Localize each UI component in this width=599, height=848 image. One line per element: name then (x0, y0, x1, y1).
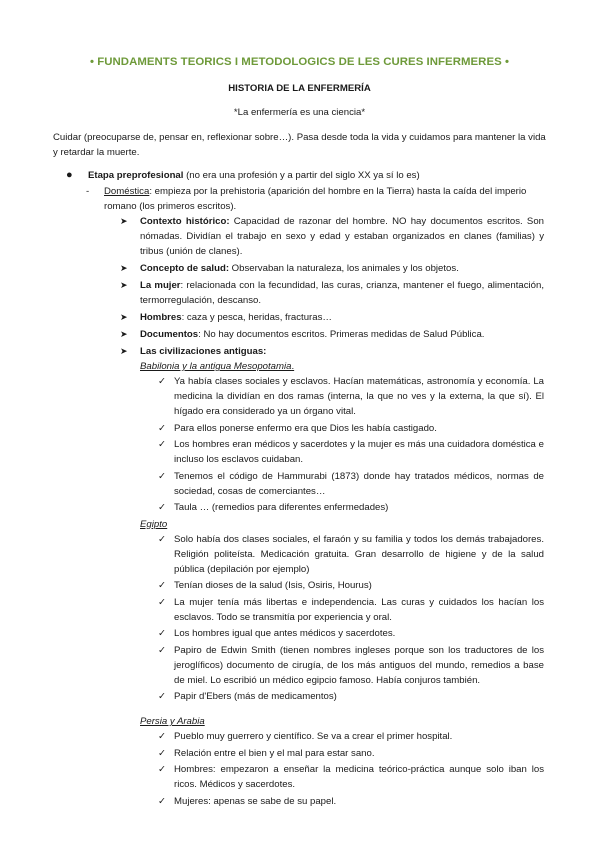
item-text: Para ellos ponerse enfermo era que Dios les había castigado. (174, 422, 437, 434)
list-item (120, 214, 544, 259)
item-text: Tenían dioses de la salud (Isis, Osiris, Hourus) (174, 580, 372, 591)
civilization-name: Egipto (140, 518, 168, 530)
item-label: Contexto histórico: (140, 216, 230, 227)
section-heading: HISTORIA DE LA ENFERMERÍA (228, 83, 371, 94)
item-text: Ya había clases sociales y esclavos. Hacían matemáticas, astronomía y economía. La medicina la dividían en dos ramas (interna, la que no ves y la externa, la que sí). El hígado era considerado ya un órgano vital. (174, 376, 544, 417)
item-text: : caza y pesca, heridas, fracturas… (181, 312, 332, 323)
list-item (158, 746, 544, 761)
checklist (158, 729, 544, 809)
item-text: : No hay documentos escritos. Primeras medidas de Salud Pública. (198, 329, 485, 340)
checkmark-icon: ✓ (158, 747, 166, 759)
civilization-suffix: . (291, 361, 295, 372)
checklist (158, 532, 544, 705)
item-text: La mujer tenía más libertas e independencia. Las curas y cuidados los hacían los esclavos. Todo se transmitía por experiencia y oral. (174, 596, 544, 623)
domestica-text: : empieza por la prehistoria (aparición del hombre en la Tierra) hasta la caída del imperio romano (los primeros escritos). (104, 186, 527, 212)
list-item (158, 689, 544, 704)
checkmark-icon: ✓ (158, 691, 166, 702)
list-item (158, 578, 544, 593)
dash-icon: - (86, 186, 90, 197)
list-item (158, 643, 544, 688)
list-item (158, 421, 544, 436)
intro-paragraph: Cuidar (preocuparse de, pensar en, reflexionar sobre…). Pasa desde toda la vida y cuidamos para mantener la vida y retardar la muerte. (53, 132, 546, 158)
arrow-icon: ➤ (120, 312, 128, 322)
item-text: Solo había dos clases sociales, el faraón y su familia y todos los demás trabajadores. Religión politeísta. Medicación gratuita. Gran desarrollo de higiene y de la salud pública (depilación por ejemplo) (174, 533, 544, 575)
item-text: Taula … (remedios para diferentes enfermedades) (174, 502, 389, 513)
item-text: Relación entre el bien y el mal para estar sano. (174, 747, 375, 759)
item-text: Papir d'Ebers (más de medicamentos) (174, 691, 337, 702)
list-item (158, 374, 544, 419)
bullet-icon: ● (66, 169, 73, 181)
checklist (158, 374, 544, 515)
item-text: Mujeres: apenas se sabe de su papel. (174, 795, 337, 807)
item-text: Pueblo muy guerrero y científico. Se va a crear el primer hospital. (174, 731, 453, 742)
etapa-label: Etapa preprofesional (88, 170, 184, 181)
etapa-text: (no era una profesión y a partir del siglo XX ya sí lo es) (183, 170, 420, 181)
civilization-heading (140, 359, 544, 374)
list-item (158, 500, 544, 515)
list-item (120, 344, 544, 359)
item-label: La mujer (140, 280, 181, 291)
item-label: Las civilizaciones antiguas: (140, 346, 267, 357)
document-title: • FUNDAMENTS TEORICS I METODOLOGICS DE LES CURES INFERMERES • (89, 56, 509, 68)
item-label: Concepto de salud: (140, 263, 230, 274)
item-label: Hombres (140, 312, 182, 323)
quote-line: *La enfermería es una ciencia* (233, 107, 366, 118)
item-text: Capacidad de razonar del hombre. NO hay documentos escritos. Son nómadas. Dividían el trabajo en sexo y edad y estaban organizados en clanes (familias) y tribus (unión de clanes). (140, 216, 544, 257)
list-item (158, 595, 544, 625)
arrow-icon: ➤ (120, 263, 128, 273)
checkmark-icon: ✓ (158, 533, 166, 545)
checkmark-icon: ✓ (158, 376, 166, 387)
checkmark-icon: ✓ (158, 731, 166, 742)
item-label: Documentos (140, 329, 199, 340)
arrow-icon: ➤ (120, 280, 128, 290)
list-item (158, 794, 544, 809)
arrow-icon: ➤ (120, 346, 128, 356)
checkmark-icon: ✓ (158, 470, 166, 482)
checkmark-icon: ✓ (158, 502, 166, 513)
list-item (158, 437, 544, 467)
list-item (158, 626, 544, 641)
checkmark-icon: ✓ (158, 644, 166, 656)
arrow-icon: ➤ (120, 216, 128, 226)
checkmark-icon: ✓ (158, 422, 166, 434)
list-item (120, 310, 544, 325)
list-item (158, 729, 544, 744)
list-item (120, 278, 544, 308)
item-text: Los hombres igual que antes médicos y sacerdotes. (174, 628, 396, 639)
list-item (158, 469, 544, 499)
list-item (158, 762, 544, 792)
arrow-icon: ➤ (120, 329, 128, 339)
list-item (120, 261, 544, 276)
civilization-name: Persia y Arabia (140, 716, 205, 727)
item-text: Hombres: empezaron a enseñar la medicina teórico-práctica aunque solo iban los ricos. Médicos y sacerdotes. (174, 764, 544, 790)
checkmark-icon: ✓ (158, 795, 166, 807)
civilization-name: Babilonia y la antigua Mesopotamia (140, 361, 292, 372)
item-text: Tenemos el código de Hammurabi (1873) donde hay tratados médicos, normas de sociedad, cosas de comerciantes… (174, 470, 544, 497)
item-text: : relacionada con la fecundidad, las curas, crianza, mantener el fuego, alimentación, termorregulación, descanso. (140, 280, 544, 306)
civilization-heading (140, 714, 544, 729)
checkmark-icon: ✓ (158, 580, 166, 591)
checkmark-icon: ✓ (158, 596, 166, 608)
civilization-heading (140, 517, 544, 532)
item-text: Observaban la naturaleza, los animales y los objetos. (229, 263, 459, 274)
item-text: Papiro de Edwin Smith (tienen nombres ingleses porque son los traductores de los jeroglíficos) documento de cirugía, de los más antiguos del mundo, remedios a base de miel. Lo escribió un médico egipcio famoso. Había conjuros también. (174, 644, 544, 686)
checkmark-icon: ✓ (158, 439, 166, 450)
domestica-label: Doméstica (104, 186, 150, 197)
list-item (158, 532, 544, 577)
etapa-item (66, 168, 548, 183)
points-list (120, 214, 544, 810)
item-text: Los hombres eran médicos y sacerdotes y la mujer es más una cuidadora doméstica e incluso los esclavos cuidaban. (174, 439, 544, 465)
domestica-item (86, 184, 547, 214)
checkmark-icon: ✓ (158, 764, 166, 775)
checkmark-icon: ✓ (158, 628, 166, 639)
list-item (120, 327, 544, 342)
